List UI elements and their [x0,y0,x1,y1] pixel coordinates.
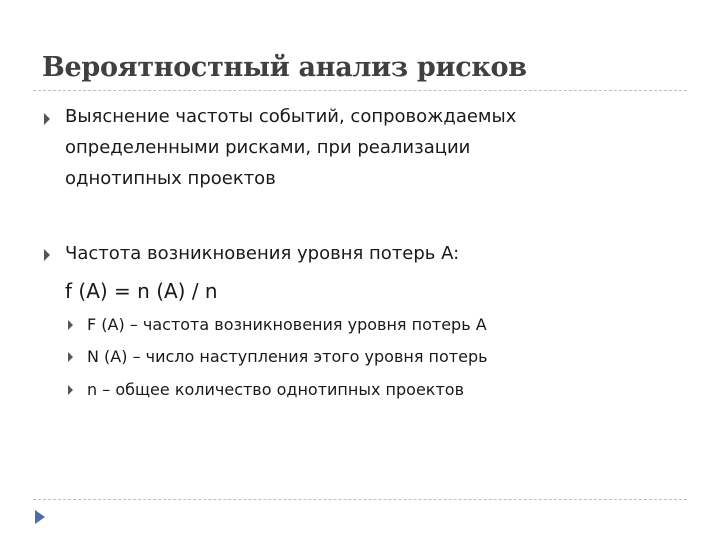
navigation-arrow-icon[interactable] [33,508,49,526]
bullet-1-line-3: однотипных проектов [65,168,276,189]
triangle-bullet-icon [68,352,73,362]
bullet-1-line-1: Выяснение частоты событий, сопровождаемых [65,106,517,127]
triangle-bullet-icon [68,385,73,395]
bullet-2-line-1: Частота возникновения уровня потерь A: [65,243,460,264]
sub-bullet-3: n – общее количество однотипных проектов [87,380,464,399]
triangle-bullet-icon [44,113,50,125]
slide-title: Вероятностный анализ рисков [42,52,527,83]
sub-bullet-1: F (A) – частота возникновения уровня потерь А [87,315,487,334]
formula: f (A) = n (A) / n [65,279,218,303]
triangle-bullet-icon [44,249,50,261]
footer-divider [33,499,687,500]
triangle-bullet-icon [68,320,73,330]
bullet-1-line-2: определенными рисками, при реализации [65,137,471,158]
sub-bullet-2: N (A) – число наступления этого уровня потерь [87,347,488,366]
